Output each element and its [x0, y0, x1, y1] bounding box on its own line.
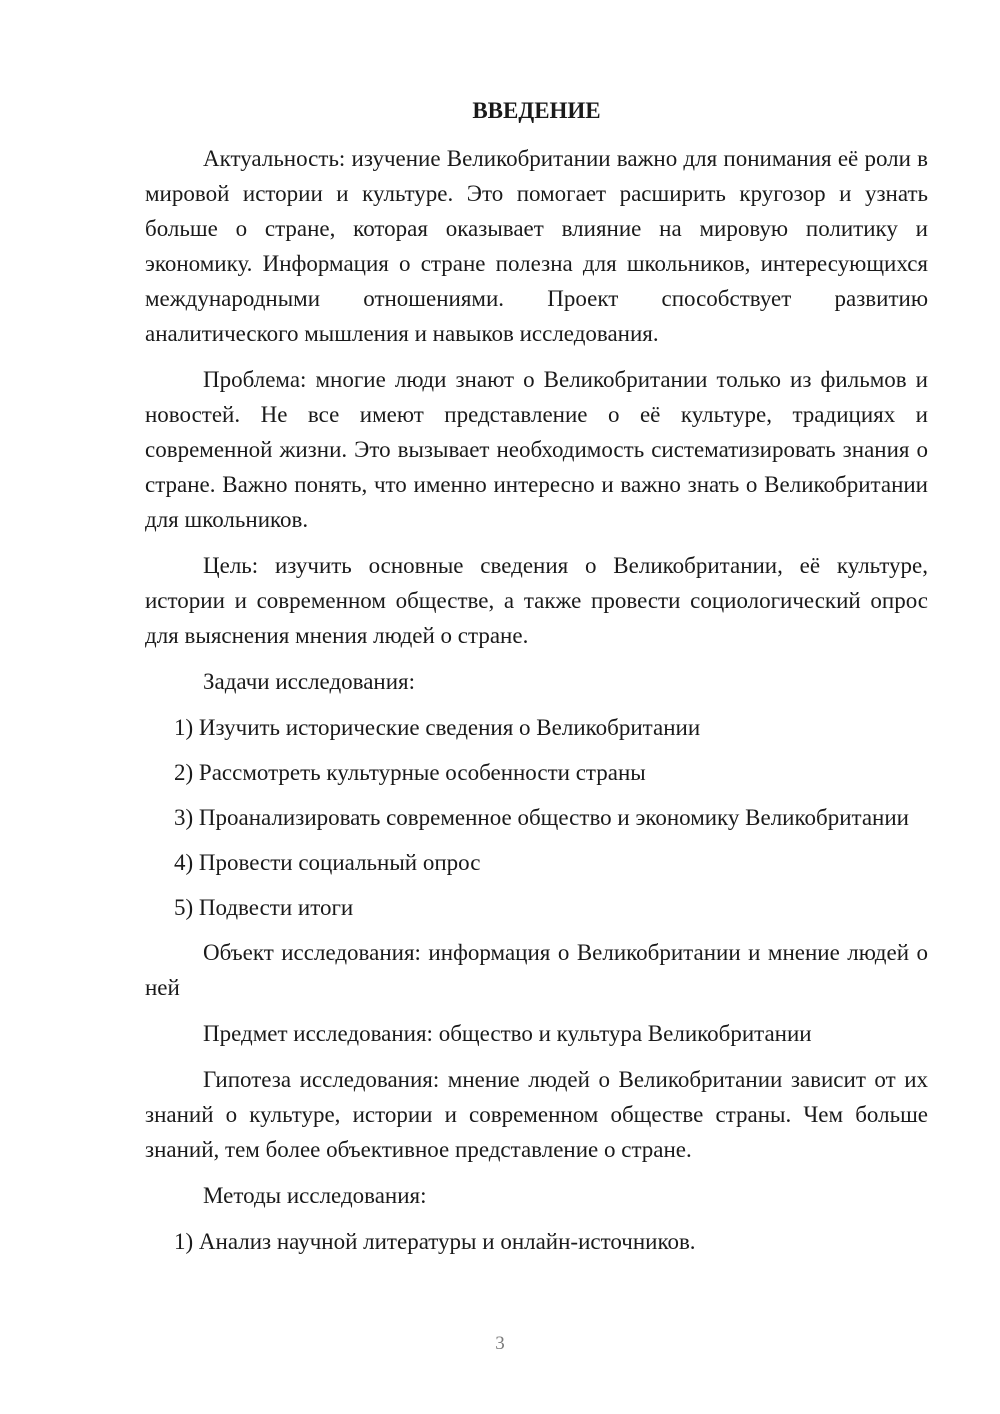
method-item: 1) Анализ научной литературы и онлайн-источников.	[174, 1229, 696, 1254]
task-item: 3) Проанализировать современное общество и экономику Великобритании	[174, 805, 909, 830]
paragraph-relevance: Актуальность: изучение Великобритании важно для понимания её роли в мировой истории и культуре. Это помогает расширить кругозор и узнать больше о стране, которая оказывает влияние на мировую политику и экономику. Информация о стране полезна для школьников, интересующихся международными отношениями. Проект способствует развитию аналитического мышления и навыков исследования.	[145, 146, 928, 346]
tasks-heading: Задачи исследования:	[203, 669, 416, 694]
paragraph-problem: Проблема: многие люди знают о Великобритании только из фильмов и новостей. Не все имеют представление о её культуре, традициях и современной жизни. Это вызывает необходимость систематизировать знания о стране. Важно понять, что именно интересно и важно знать о Великобритании для школьников.	[145, 367, 928, 532]
paragraph-hypothesis: Гипотеза исследования: мнение людей о Великобритании зависит от их знаний о культуре, истории и современном обществе страны. Чем больше знаний, тем более объективное представление о стране.	[145, 1067, 928, 1162]
page-title: ВВЕДЕНИЕ	[472, 98, 601, 123]
paragraph-goal: Цель: изучить основные сведения о Великобритании, её культуре, истории и современном обществе, а также провести социологический опрос для выяснения мнения людей о стране.	[145, 553, 928, 648]
page-number: 3	[495, 1333, 505, 1354]
document-body	[145, 96, 928, 1269]
task-item: 5) Подвести итоги	[174, 895, 354, 920]
task-item: 1) Изучить исторические сведения о Великобритании	[174, 715, 701, 740]
methods-heading: Методы исследования:	[203, 1183, 427, 1208]
paragraph-subject: Предмет исследования: общество и культура Великобритании	[203, 1021, 812, 1046]
task-item: 2) Рассмотреть культурные особенности страны	[174, 760, 646, 785]
task-item: 4) Провести социальный опрос	[174, 850, 481, 875]
paragraph-object: Объект исследования: информация о Великобритании и мнение людей о ней	[145, 940, 928, 1000]
